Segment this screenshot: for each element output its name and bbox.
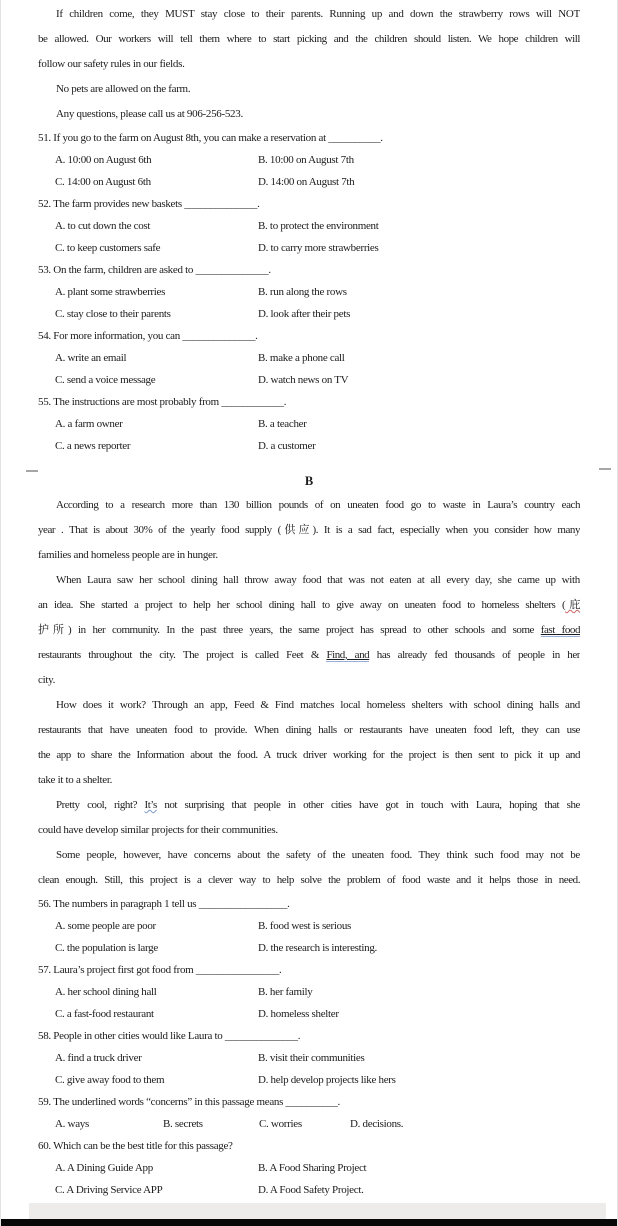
question-55	[38, 391, 580, 457]
passage-a-no-pets-line: No pets are allowed on the farm.	[56, 83, 191, 95]
passage-a-line: be allowed. Our workers will tell them where to start picking and the children should listen. We hope children will	[38, 33, 580, 45]
option-row	[38, 915, 580, 937]
passage-text: 护所) in her community. In the past three years, the same project has spread to other schools and some	[38, 624, 541, 636]
option-row	[38, 237, 580, 259]
document-content	[1, 0, 617, 1201]
question-59	[38, 1091, 580, 1135]
option-b: B. run along the rows	[258, 286, 347, 298]
option-b: B. make a phone call	[258, 352, 345, 364]
option-row	[38, 1157, 580, 1179]
question-stem: 60. Which can be the best title for this passage?	[38, 1140, 233, 1152]
passage-text: an idea. She started a project to help her school dining hall to give away on uneaten food to homeless shelters (	[38, 599, 566, 611]
question-53	[38, 259, 580, 325]
option-b: B. a teacher	[258, 418, 307, 430]
option-a: A. find a truck driver	[55, 1052, 142, 1064]
spellcheck-red-word: 庇	[565, 599, 580, 611]
option-a: A. to cut down the cost	[55, 220, 151, 232]
option-a: A. 10:00 on August 6th	[55, 154, 152, 166]
option-row	[38, 215, 580, 237]
option-d: D. homeless shelter	[258, 1008, 339, 1020]
question-stem: 54. For more information, you can ______________.	[38, 330, 258, 342]
option-d: D. look after their pets	[258, 308, 351, 320]
section-divider-space	[38, 457, 580, 469]
passage-text: not surprising that people in other cities have got in touch with Laura, hoping that she	[156, 799, 580, 811]
option-c: C. worries	[259, 1118, 302, 1130]
option-row	[38, 981, 580, 1003]
question-stem: 58. People in other cities would like Laura to ______________.	[38, 1030, 301, 1042]
passage-text: has already fed thousands of people in her	[369, 649, 580, 661]
passage-b-line	[38, 643, 580, 668]
passage-b-line: families and homeless people are in hunger.	[38, 549, 218, 561]
option-c: C. the population is large	[55, 942, 158, 954]
footer-black-bar	[1, 1219, 618, 1226]
option-b: B. secrets	[163, 1118, 203, 1130]
passage-b-line: According to a research more than 130 billion pounds of on uneaten food go to waste in Laura’s country each	[56, 499, 580, 511]
question-stem: 52. The farm provides new baskets ______________.	[38, 198, 260, 210]
option-c: C. to keep customers safe	[55, 242, 161, 254]
passage-b-line: the app to share the Information about the food. A truck driver working for the project is then sent to pick it up and	[38, 749, 580, 761]
question-stem: 59. The underlined words “concerns” in this passage means __________.	[38, 1096, 340, 1108]
option-row	[38, 1003, 580, 1025]
option-row	[38, 303, 580, 325]
option-a: A. plant some strawberries	[55, 286, 166, 298]
option-row	[38, 435, 580, 457]
option-c: C. send a voice message	[55, 374, 156, 386]
option-c: C. A Driving Service APP	[55, 1184, 163, 1196]
passage-b-line	[38, 593, 580, 618]
question-58	[38, 1025, 580, 1091]
question-54	[38, 325, 580, 391]
underlined-phrase: fast food	[540, 624, 580, 636]
question-stem: 55. The instructions are most probably from ____________.	[38, 396, 287, 408]
question-stem: 51. If you go to the farm on August 8th, you can make a reservation at __________.	[38, 132, 383, 144]
option-b: B. food west is serious	[258, 920, 352, 932]
passage-b-line: take it to a shelter.	[38, 774, 113, 786]
option-c: C. 14:00 on August 6th	[55, 176, 151, 188]
option-a: A. A Dining Guide App	[55, 1162, 153, 1174]
passage-b-line: restaurants that have uneaten food to provide. When dining halls or restaurants have uneaten food left, they can use	[38, 724, 580, 736]
option-row	[38, 1069, 580, 1091]
option-c: C. a fast-food restaurant	[55, 1008, 154, 1020]
option-row	[38, 149, 580, 171]
passage-b-line: year . That is about 30% of the yearly food supply (供应). It is a sad fact, especially when you consider how many	[38, 524, 580, 536]
question-stem: 53. On the farm, children are asked to ______________.	[38, 264, 271, 276]
passage-b-line: How does it work? Through an app, Feed & Find matches local homeless shelters with school dining halls and	[56, 699, 580, 711]
option-row	[38, 937, 580, 959]
passage-a-contact-line: Any questions, please call us at 906-256-523.	[56, 108, 243, 120]
option-row	[38, 413, 580, 435]
option-a: A. ways	[55, 1118, 89, 1130]
option-a: A. write an email	[55, 352, 127, 364]
question-51	[38, 127, 580, 193]
option-c: C. a news reporter	[55, 440, 131, 452]
option-a: A. a farm owner	[55, 418, 123, 430]
option-row	[38, 1047, 580, 1069]
passage-b-line	[38, 793, 580, 818]
option-c: C. give away food to them	[55, 1074, 165, 1086]
underlined-phrase: Find, and	[326, 649, 370, 661]
option-b: B. 10:00 on August 7th	[258, 154, 354, 166]
option-d: D. decisions.	[350, 1118, 404, 1130]
passage-text: restaurants throughout the city. The project is called Feet &	[38, 649, 327, 661]
option-a: A. her school dining hall	[55, 986, 157, 998]
option-row	[38, 1113, 580, 1135]
option-a: A. some people are poor	[55, 920, 156, 932]
option-d: D. to carry more strawberries	[258, 242, 379, 254]
option-d: D. help develop projects like hers	[258, 1074, 396, 1086]
option-b: B. A Food Sharing Project	[258, 1162, 367, 1174]
passage-b-line: Some people, however, have concerns about the safety of the uneaten food. They think such food may not be	[56, 849, 580, 861]
option-row	[38, 281, 580, 303]
passage-text: Pretty cool, right?	[56, 799, 145, 811]
passage-b-line: When Laura saw her school dining hall throw away food that was not eaten at all every day, she came up with	[56, 574, 580, 586]
passage-a-line: If children come, they MUST stay close to their parents. Running up and down the strawberry rows will NOT	[56, 8, 580, 20]
grammar-check-word: It’s	[144, 799, 157, 811]
question-57	[38, 959, 580, 1025]
passage-b-line	[38, 618, 580, 643]
option-c: C. stay close to their parents	[55, 308, 171, 320]
question-56	[38, 893, 580, 959]
question-52	[38, 193, 580, 259]
footer-gray-band	[29, 1203, 606, 1219]
option-d: D. watch news on TV	[258, 374, 349, 386]
section-b-heading: B	[304, 474, 314, 488]
question-60	[38, 1135, 580, 1201]
option-d: D. the research is interesting.	[258, 942, 377, 954]
option-b: B. visit their communities	[258, 1052, 365, 1064]
option-b: B. to protect the environment	[258, 220, 379, 232]
passage-b-line: city.	[38, 674, 56, 686]
option-b: B. her family	[258, 986, 313, 998]
question-stem: 56. The numbers in paragraph 1 tell us _________________.	[38, 898, 290, 910]
option-row	[38, 1179, 580, 1201]
option-d: D. a customer	[258, 440, 316, 452]
passage-a-line: follow our safety rules in our fields.	[38, 58, 185, 70]
passage-b-line: could have develop similar projects for their communities.	[38, 824, 278, 836]
option-row	[38, 347, 580, 369]
passage-b-line: clean enough. Still, this project is a clever way to help solve the problem of food waste and it helps those in need.	[38, 874, 580, 886]
option-row	[38, 369, 580, 391]
option-d: D. 14:00 on August 7th	[258, 176, 355, 188]
question-stem: 57. Laura’s project first got food from ________________.	[38, 964, 282, 976]
option-d: D. A Food Safety Project.	[258, 1184, 364, 1196]
option-row	[38, 171, 580, 193]
